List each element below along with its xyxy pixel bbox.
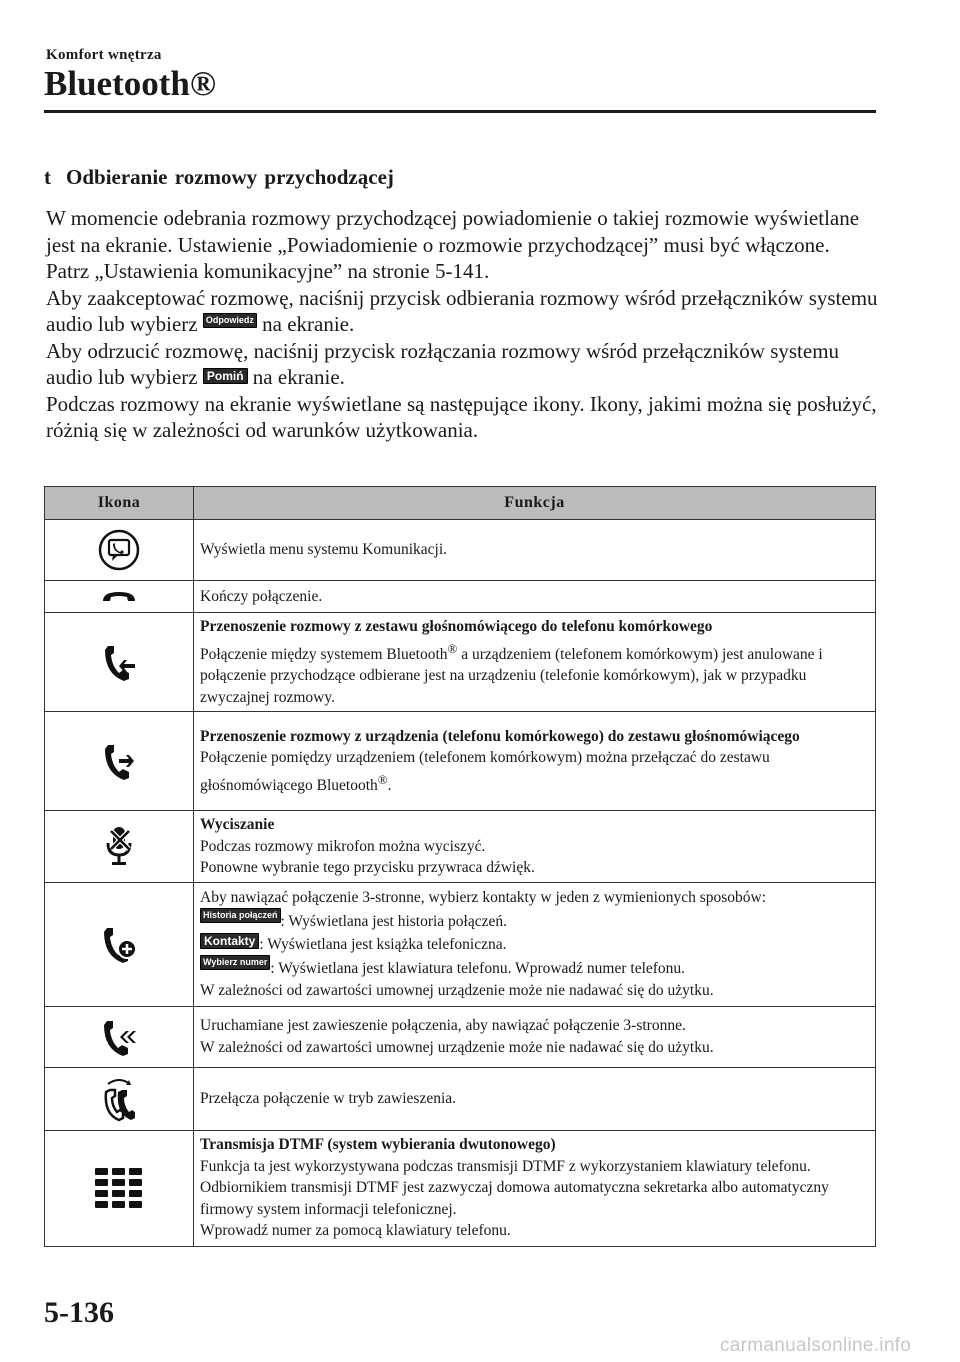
end-call-icon xyxy=(99,588,139,606)
function-text: Ponowne wybranie tego przycisku przywraca dźwięk. xyxy=(200,859,535,877)
function-text: Wprowadź numer za pomocą klawiatury telefonu. xyxy=(200,1222,511,1240)
table-row xyxy=(45,1006,876,1067)
table-row xyxy=(45,1130,876,1246)
accept-text: Aby zaakceptować rozmowę, naciśnij przycisk odbierania rozmowy wśród przełączników systemu audio lub wybierz xyxy=(46,285,878,336)
function-title: Wyciszanie xyxy=(200,816,275,834)
table-row xyxy=(45,882,876,1006)
paragraph-reference: Patrz „Ustawienia komunikacyjne” na stronie 5-141. xyxy=(46,259,490,283)
accept-text-end: na ekranie. xyxy=(262,312,355,336)
chapter-label: Komfort wnętrza xyxy=(46,47,162,63)
paragraph-notification: W momencie odebrania rozmowy przychodzącej powiadomienie o takiej rozmowie wyświetlane jest na ekranie. Ustawienie „Powiadomienie o rozmowie przychodzącej” musi być włączone. xyxy=(46,206,860,257)
option-contacts: Kontakty : Wyświetlana jest książka telefoniczna. xyxy=(200,933,871,956)
table-header-row xyxy=(45,487,876,520)
function-title: Przenoszenie rozmowy z urządzenia (telefonu komórkowego) do zestawu głośnomówiącego xyxy=(200,727,800,745)
transfer-to-handsfree-icon xyxy=(99,739,139,783)
dial-number-button[interactable]: Wybierz numer xyxy=(200,955,270,970)
section-heading xyxy=(44,165,394,190)
function-text: Przełącza połączenie w tryb zawieszenia. xyxy=(200,1089,457,1107)
table-row xyxy=(45,1067,876,1130)
option-dial-number: Wybierz numer : Wyświetlana jest klawiatura telefonu. Wprowadź numer telefonu. xyxy=(200,955,871,980)
transfer-to-phone-icon xyxy=(99,640,139,684)
table-row xyxy=(45,613,876,712)
table-row xyxy=(45,712,876,811)
call-history-button[interactable]: Historia połączeń xyxy=(200,908,281,923)
option-call-history: Historia połączeń : Wyświetlana jest historia połączeń. xyxy=(200,908,871,933)
skip-button[interactable]: Pomiń xyxy=(203,368,248,384)
icon-cell xyxy=(45,520,194,581)
icon-cell xyxy=(45,613,194,712)
header-divider xyxy=(44,110,876,113)
function-text: Połączenie pomiędzy urządzeniem (telefonem komórkowym) można przełączać do zestawu głośnomówiącego Bluetooth®. xyxy=(200,749,770,794)
intro-text xyxy=(46,205,886,444)
reject-text-end: na ekranie. xyxy=(252,365,345,389)
function-title: Transmisja DTMF (system wybierania dwutonowego) xyxy=(200,1136,556,1154)
function-text: Połączenie między systemem Bluetooth® a urządzeniem (telefonem komórkowym) jest anulowane i połączenie przychodzące odbierane jest na urządzeniu (telefonie komórkowym), jak w przypadku zwyczajnej rozmowy. xyxy=(200,640,823,706)
icon-cell xyxy=(45,581,194,613)
mute-microphone-icon xyxy=(102,823,136,869)
icon-cell xyxy=(45,712,194,811)
icon-cell xyxy=(45,1130,194,1246)
function-cell xyxy=(194,1006,876,1067)
table-row xyxy=(45,581,876,613)
paragraph-icons: Podczas rozmowy na ekranie wyświetlane są następujące ikony. Ikony, jakimi można się posłużyć, różnią się w zależności od warunków użytkowania. xyxy=(46,391,877,442)
hold-call-icon xyxy=(98,1074,140,1124)
function-text: Podczas rozmowy mikrofon można wyciszyć. xyxy=(200,837,486,855)
function-cell xyxy=(194,581,876,613)
watermark: carmanualsonline.info xyxy=(720,1335,912,1356)
function-note: W zależności od zawartości umownej urządzenie może nie nadawać się do użytku. xyxy=(200,981,714,999)
icon-cell xyxy=(45,882,194,1006)
icon-cell xyxy=(45,811,194,883)
contacts-button[interactable]: Kontakty xyxy=(200,933,259,949)
function-text: Funkcja ta jest wykorzystywana podczas transmisji DTMF z wykorzystaniem klawiatury telefonu. Odbiornikiem transmisji DTMF jest zazwyczaj domowa automatyczna sekretarka albo automatyczny firmowy system informacji telefonicznej. xyxy=(200,1157,829,1218)
function-cell xyxy=(194,1130,876,1246)
function-cell xyxy=(194,1067,876,1130)
add-call-icon xyxy=(98,922,140,966)
icon-cell xyxy=(45,1067,194,1130)
reject-text: Aby odrzucić rozmowę, naciśnij przycisk rozłączania rozmowy wśród przełączników systemu audio lub wybierz xyxy=(46,338,840,389)
function-cell xyxy=(194,520,876,581)
table-row xyxy=(45,520,876,581)
function-cell xyxy=(194,712,876,811)
icon-cell xyxy=(45,1006,194,1067)
section-heading-text: Odbieranie rozmowy przychodzącej xyxy=(66,165,394,189)
column-header-icon: Ikona xyxy=(45,487,194,520)
merge-call-icon xyxy=(98,1015,140,1059)
function-title: Przenoszenie rozmowy z zestawu głośnomówiącego do telefonu komórkowego xyxy=(200,618,713,635)
function-text: Uruchamiane jest zawieszenie połączenia, aby nawiązać połączenie 3-stronne. xyxy=(200,1017,686,1035)
function-cell xyxy=(194,811,876,883)
page-title: Bluetooth® xyxy=(44,64,216,103)
function-note: W zależności od zawartości umownej urządzenie może nie nadawać się do użytku. xyxy=(200,1038,714,1056)
paragraph-reject xyxy=(46,338,886,391)
column-header-function: Funkcja xyxy=(194,487,876,520)
function-text: Wyświetla menu systemu Komunikacji. xyxy=(200,541,448,559)
keypad-icon xyxy=(93,1166,145,1210)
function-text: Aby nawiązać połączenie 3-stronne, wybierz kontakty w jeden z wymienionych sposobów: xyxy=(200,888,767,906)
function-text: Kończy połączenie. xyxy=(200,587,323,605)
icon-function-table xyxy=(44,486,876,1247)
paragraph-accept xyxy=(46,285,886,338)
function-cell xyxy=(194,882,876,1006)
communication-menu-icon xyxy=(96,527,142,573)
table-row xyxy=(45,811,876,883)
function-cell xyxy=(194,613,876,712)
page-number: 5-136 xyxy=(44,1296,114,1329)
answer-button[interactable]: Odpowiedz xyxy=(203,313,257,328)
section-marker: t xyxy=(44,165,51,189)
